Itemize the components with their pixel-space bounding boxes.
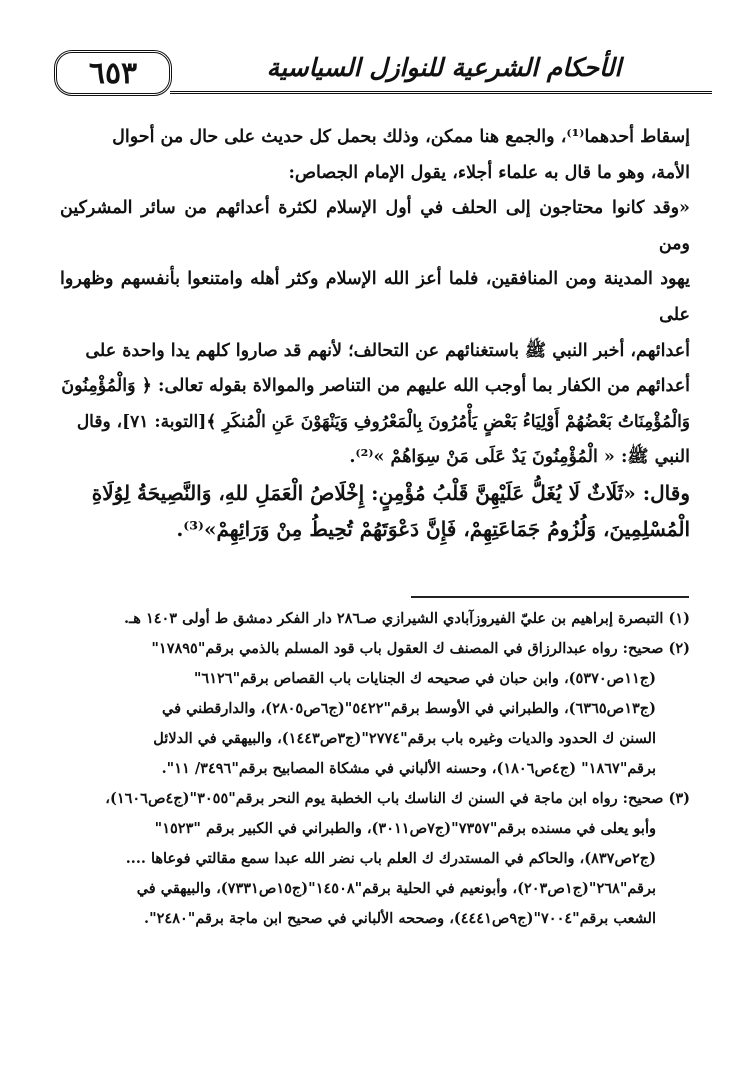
footnote-2-line: (ج١٣ص٦٣٦٥)، والطبراني في الأوسط برقم"٥٤٢٢"(ج٦ص٢٨٠٥)، والدارقطني في (162, 700, 656, 717)
quran-line: وَالْمُؤْمِنَاتُ بَعْضُهُمْ أَوْلِيَاءُ بَعْضٍ يَأْمُرُونَ بِالْمَعْرُوفِ وَيَنْهَوْنَ عَنِ الْمُنكَرِ ﴾[التوبة: ٧١]، وقال (76, 411, 690, 432)
text-line: الأمة، وهو ما قال به علماء أجلاء، يقول الإمام الجصاص: (288, 162, 690, 183)
footnote-2-line: السنن ك الحدود والديات وغيره باب برقم"٢٧٧٤"(ج٣ص١٤٤٣)، والبيهقي في الدلائل (153, 730, 656, 747)
page-number-box (54, 50, 172, 96)
text-line: يهود المدينة ومن المنافقين، فلما أعز الله الإسلام وكثر أهله وامتنعوا بأنفسهم وظهروا على (60, 269, 690, 325)
hadith-line: الْمُسْلِمِينَ، وَلُزُومُ جَمَاعَتِهِمْ، فَإِنَّ دَعْوَتَهُمْ تُحِيطُ مِنْ وَرَائِهِمْ»⁽³⁾. (176, 516, 690, 541)
text-line: إسقاط أحدهما⁽¹⁾، والجمع هنا ممكن، وذلك بحمل كل حديث على حال من أحوال (112, 127, 690, 147)
footnote-2-line: برقم"١٨٦٧" (ج٤ص١٨٠٦)، وحسنه الألباني في مشكاة المصابيح برقم"٣٤٩٦/ ١١". (161, 760, 656, 777)
footnote-3-line: وأبو يعلى في مسنده برقم"٧٣٥٧"(ج٧ص٣٠١١)، والطبراني في الكبير برقم "١٥٢٣" (154, 820, 656, 837)
footnote-3-line: (٣) صحيح: رواه ابن ماجة في السنن ك الناسك باب الخطبة يوم النحر برقم"٣٠٥٥"(ج٤ص١٦٠٦)، (105, 790, 690, 807)
header-rule (170, 91, 712, 94)
text-line: أعدائهم من الكفار بما أوجب الله عليهم من التناصر والموالاة بقوله تعالى: ﴿ وَالْمُؤْمِنُونَ (61, 376, 690, 397)
page-header (40, 40, 712, 98)
text-line: «وقد كانوا محتاجون إلى الحلف في أول الإسلام لكثرة أعدائهم من سائر المشركين ومن (60, 198, 690, 254)
footnote-3-line: (ج٢ص٨٣٧)، والحاكم في المستدرك ك العلم باب نضر الله عبدا سمع مقالتي فوعاها .... (125, 850, 656, 867)
text-line: النبي ﷺ: « الْمُؤْمِنُونَ يَدٌ عَلَى مَنْ سِوَاهُمْ »⁽²⁾. (349, 447, 690, 468)
main-text (60, 120, 690, 547)
hadith-line: وقال: «ثَلَاثٌ لَا يُغَلُّ عَلَيْهِنَّ قَلْبُ مُؤْمِنٍ: إِخْلَاصُ الْعَمَلِ للهِ، وَالنَّصِيحَةُ لِوُلَاةِ (91, 480, 690, 505)
page-number: ٦٥٣ (88, 55, 138, 91)
footnote-2-line: (ج١١ص٥٣٧٠)، وابن حبان في صحيحه ك الجنايات باب القصاص برقم"٦١٢٦" (193, 670, 656, 687)
book-title: الأحكام الشرعية للنوازل السياسية (266, 53, 622, 82)
footnotes (60, 604, 690, 934)
footnote-3-line: الشعب برقم"٧٠٠٤"(ج٩ص٤٤٤١)، وصححه الألباني في صحيح ابن ماجة برقم"٢٤٨٠". (144, 910, 656, 927)
footnote-2-line: (٢) صحيح: رواه عبدالرزاق في المصنف ك العقول باب قود المسلم بالذمي برقم"١٧٨٩٥" (151, 640, 690, 657)
text-line: أعدائهم، أخبر النبي ﷺ باستغنائهم عن التحالف؛ لأنهم قد صاروا كلهم يدا واحدة على (85, 340, 690, 361)
footnote-separator (411, 596, 689, 598)
footnote-3-line: برقم"٢٦٨"(ج١ص٢٠٣)، وأبونعيم في الحلية برقم"١٤٥٠٨"(ج١٥ص٧٣٣١)، والبيهقي في (136, 880, 656, 897)
footnote-1: (١) التبصرة إبراهيم بن عليّ الفيروزآبادي الشيرازي صـ٢٨٦ دار الفكر دمشق ط أولى ١٤٠٣ هـ. (123, 610, 690, 627)
